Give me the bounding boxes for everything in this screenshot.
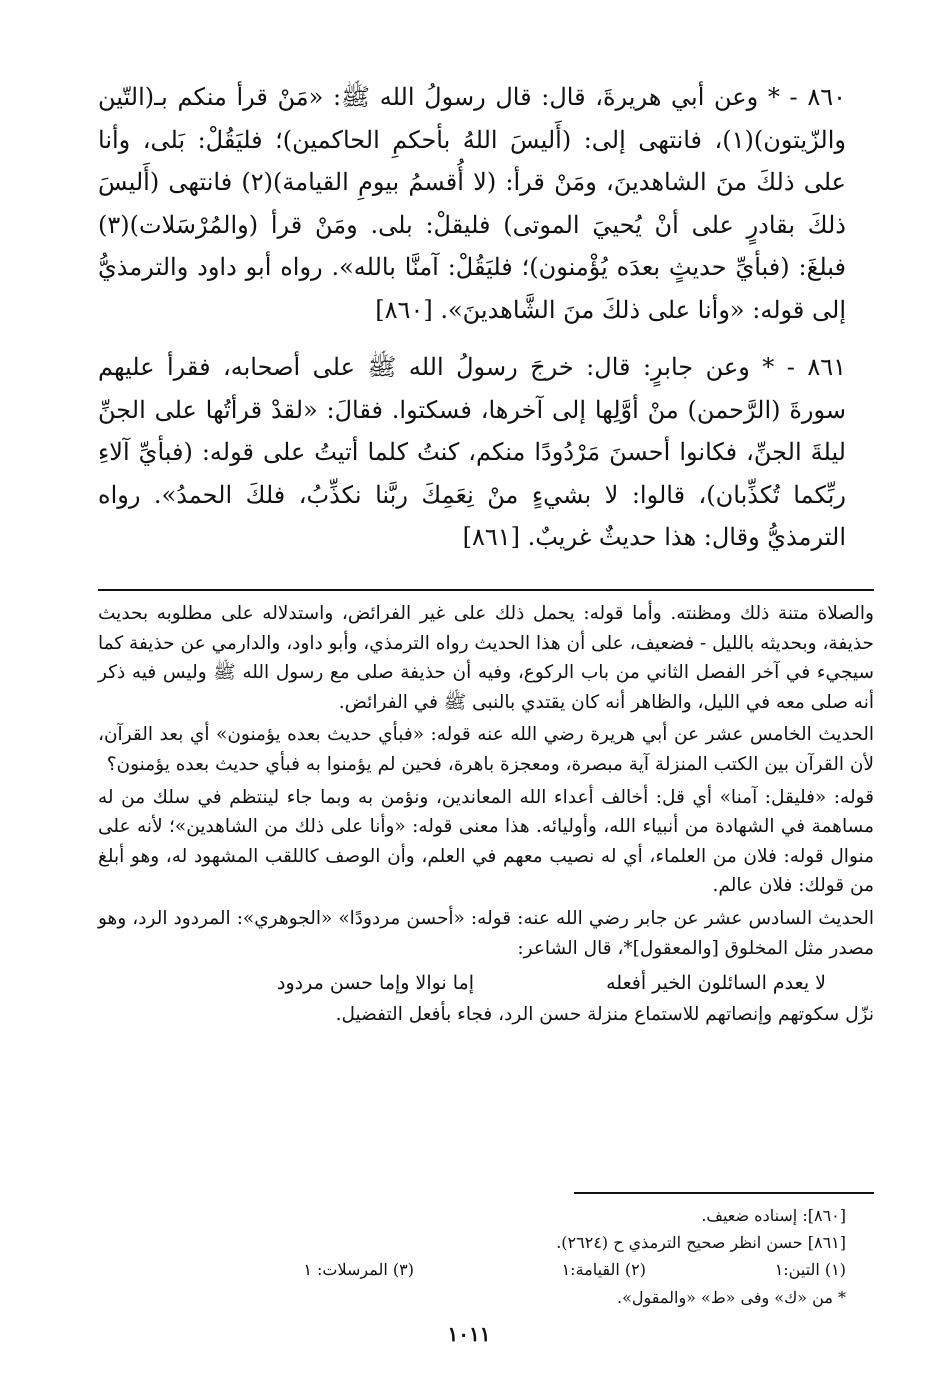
page-number: ١٠١١ [447, 1322, 491, 1346]
footnote-ref-2: (٢) القيامة:١ [561, 1260, 646, 1279]
commentary-hadith-16-label: الحديث السادس عشر [704, 907, 874, 929]
poem-note: نزّل سكوتهم وإنصاتهم للاستماع منزلة حسن الرد، فجاء بأفعل التفضيل. [335, 1004, 874, 1026]
commentary-hadith-15 [98, 720, 874, 779]
hadith-860: ٨٦٠ - * وعن أبي هريرةَ، قال: قال رسولُ الله ﷺ: «مَنْ قرأ منكم بـ(التّين والزّيتون)(١)، فانتهى إلى: (أَليسَ اللهُ بأحكمِ الحاكمين)؛ فليَقُلْ: بَلى، وأنا على ذلكَ منَ الشاهدينَ، ومَنْ قرأ: (لا أُقسمُ بيومِ القيامة)(٢) فانتهى (أَليسَ ذلكَ بقادرٍ على أنْ يُحييَ الموتى) فليقلْ: بلى. ومَنْ قرأ (والمُرْسَلات)(٣) فبلغَ: (فبأيِّ حديثٍ بعدَه يُؤْمنون)؛ فليَقُلْ: آمنَّا بالله». رواه أبو داود والترمذيُّ إلى قوله: «وأنا على ذلكَ منَ الشَّاهدينَ». [٨٦٠] [98, 83, 846, 324]
footnote-ref-1: (١) التين:١ [774, 1260, 846, 1279]
main-separator [98, 589, 874, 591]
footnote-manuscript-note: * من «ك» وفى «ط» «والمقول». [617, 1288, 846, 1307]
hadith-861: ٨٦١ - * وعن جابرٍ: قال: خرجَ رسولُ الله ﷺ على أصحابه، فقرأ عليهم سورةَ (الرَّحمن) منْ أوَّلِها إلى آخرها، فسكتوا. فقالَ: «لقدْ قرأتُها على الجنِّ ليلةَ الجنِّ، فكانوا أحسنَ مَرْدُودًا منكم، كنتُ كلما أتيتُ على قوله: (فبأيِّ آلاءِ ربِّكما تُكذِّبان)، قالوا: لا بشيءٍ منْ نِعَمِكَ ربَّنا نكذِّبُ، فلكَ الحمدُ». رواه الترمذيُّ وقال: هذا حديثٌ غريبٌ. [٨٦١] [98, 353, 846, 551]
footnote-quran-refs [98, 1256, 874, 1284]
commentary-hadith-16-text: عن جابر رضي الله عنه: قوله: «أحسن مردودًا» «الجوهري»: المردود الرد، وهو مصدر مثل المخلوق [والمعقول]*، قال الشاعر: [98, 907, 874, 959]
commentary-intro: والصلاة متنة ذلك ومظنته. وأما قوله: يحمل ذلك على غير الفرائض، واستدلاله على مطلوبه بحديث حذيفة، وبحديثه بالليل - فضعيف، على أن هذا الحديث رواه الترمذي، وأبو داود، والدارمي عن حذيفة كما سيجيء في آخر الفصل الثاني من باب الركوع، وفيه أن حذيفة صلى مع رسول الله ﷺ وليس فيه ذكر أنه صلى معه في الليل، والظاهر أنه كان يقتدي بالنبى ﷺ في الفرائض. [98, 603, 874, 713]
commentary-fal-yaqul: قوله: «فليقل: آمنا» أي قل: أخالف أعداء الله المعاندين، ونؤمن به وبما جاء لينتظم في سلك من له مساهمة في الشهادة من أنبياء الله، وأوليائه. هذا معنى قوله: «وأنا على ذلك من الشاهدين»؛ لأنه على منوال قوله: فلان من العلماء، أي له نصيب معهم في العلم، وأن الوصف كاللقب المشهود له، وهو أبلغ من قولك: فلان عالم. [98, 786, 874, 897]
footnote-separator [574, 1192, 874, 1194]
footnote-ref-3: (٣) المرسلات: ١ [303, 1260, 414, 1279]
footnote-grading-861: [٨٦١] حسن انظر صحيح الترمذي ح (٢٦٢٤). [556, 1233, 846, 1252]
commentary-hadith-15-label: الحديث الخامس عشر [705, 724, 875, 746]
footnote-grading-860: [٨٦٠]: إسناده ضعيف. [701, 1206, 846, 1225]
commentary-hadith-16 [98, 904, 874, 963]
footnotes [98, 1202, 874, 1311]
poem-verse [98, 966, 874, 1000]
poem-hemistich-1: لا يعدم السائلون الخير أفعله [606, 972, 826, 995]
commentary [98, 599, 874, 1033]
commentary-hadith-15-text: عن أبي هريرة رضي الله عنه قوله: «فبأي حديث بعده يؤمنون» أي بعد القرآن، لأن القرآن بين الكتب المنزلة آية مبصرة، ومعجزة باهرة، فحين لم يؤمنوا به فبأي حديث بعده يؤمنون؟ [98, 724, 874, 775]
poem-hemistich-2: إما نوالا وإما حسن مردود [277, 972, 474, 995]
